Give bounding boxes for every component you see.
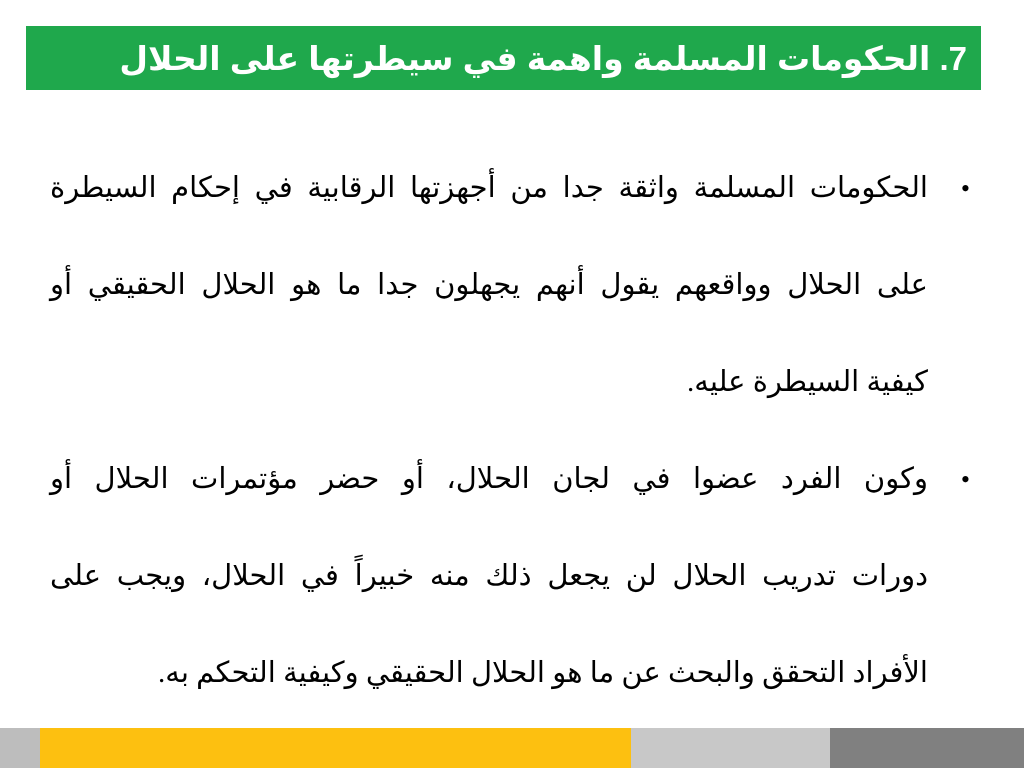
footer-segment-gray-left xyxy=(0,728,40,768)
bullet-line: وكون الفرد عضوا في لجان الحلال، أو حضر مؤتمرات الحلال أو xyxy=(50,463,928,495)
footer-segment-yellow xyxy=(40,728,631,768)
footer-color-bar xyxy=(0,728,1024,768)
footer-segment-light-gray xyxy=(631,728,830,768)
bullet-line: الحكومات المسلمة واثقة جدا من أجهزتها الرقابية في إحكام السيطرة xyxy=(50,172,928,204)
bullet-item xyxy=(50,140,980,431)
title-bar xyxy=(26,26,981,90)
bullet-item xyxy=(50,431,980,722)
bullet-marker: • xyxy=(960,465,970,494)
bullet-line: الأفراد التحقق والبحث عن ما هو الحلال الحقيقي وكيفية التحكم به. xyxy=(158,657,928,689)
bullet-line: على الحلال وواقعهم يقول أنهم يجهلون جدا ما هو الحلال الحقيقي أو xyxy=(50,269,928,301)
bullet-list xyxy=(50,140,980,722)
bullet-line: دورات تدريب الحلال لن يجعل ذلك منه خبيراً في الحلال، ويجب على xyxy=(50,560,928,592)
bullet-marker: • xyxy=(960,174,970,203)
bullet-line: كيفية السيطرة عليه. xyxy=(687,366,928,398)
slide-title: 7. الحكومات المسلمة واهمة في سيطرتها على الحلال xyxy=(119,39,967,77)
footer-segment-dark-gray xyxy=(830,728,1024,768)
